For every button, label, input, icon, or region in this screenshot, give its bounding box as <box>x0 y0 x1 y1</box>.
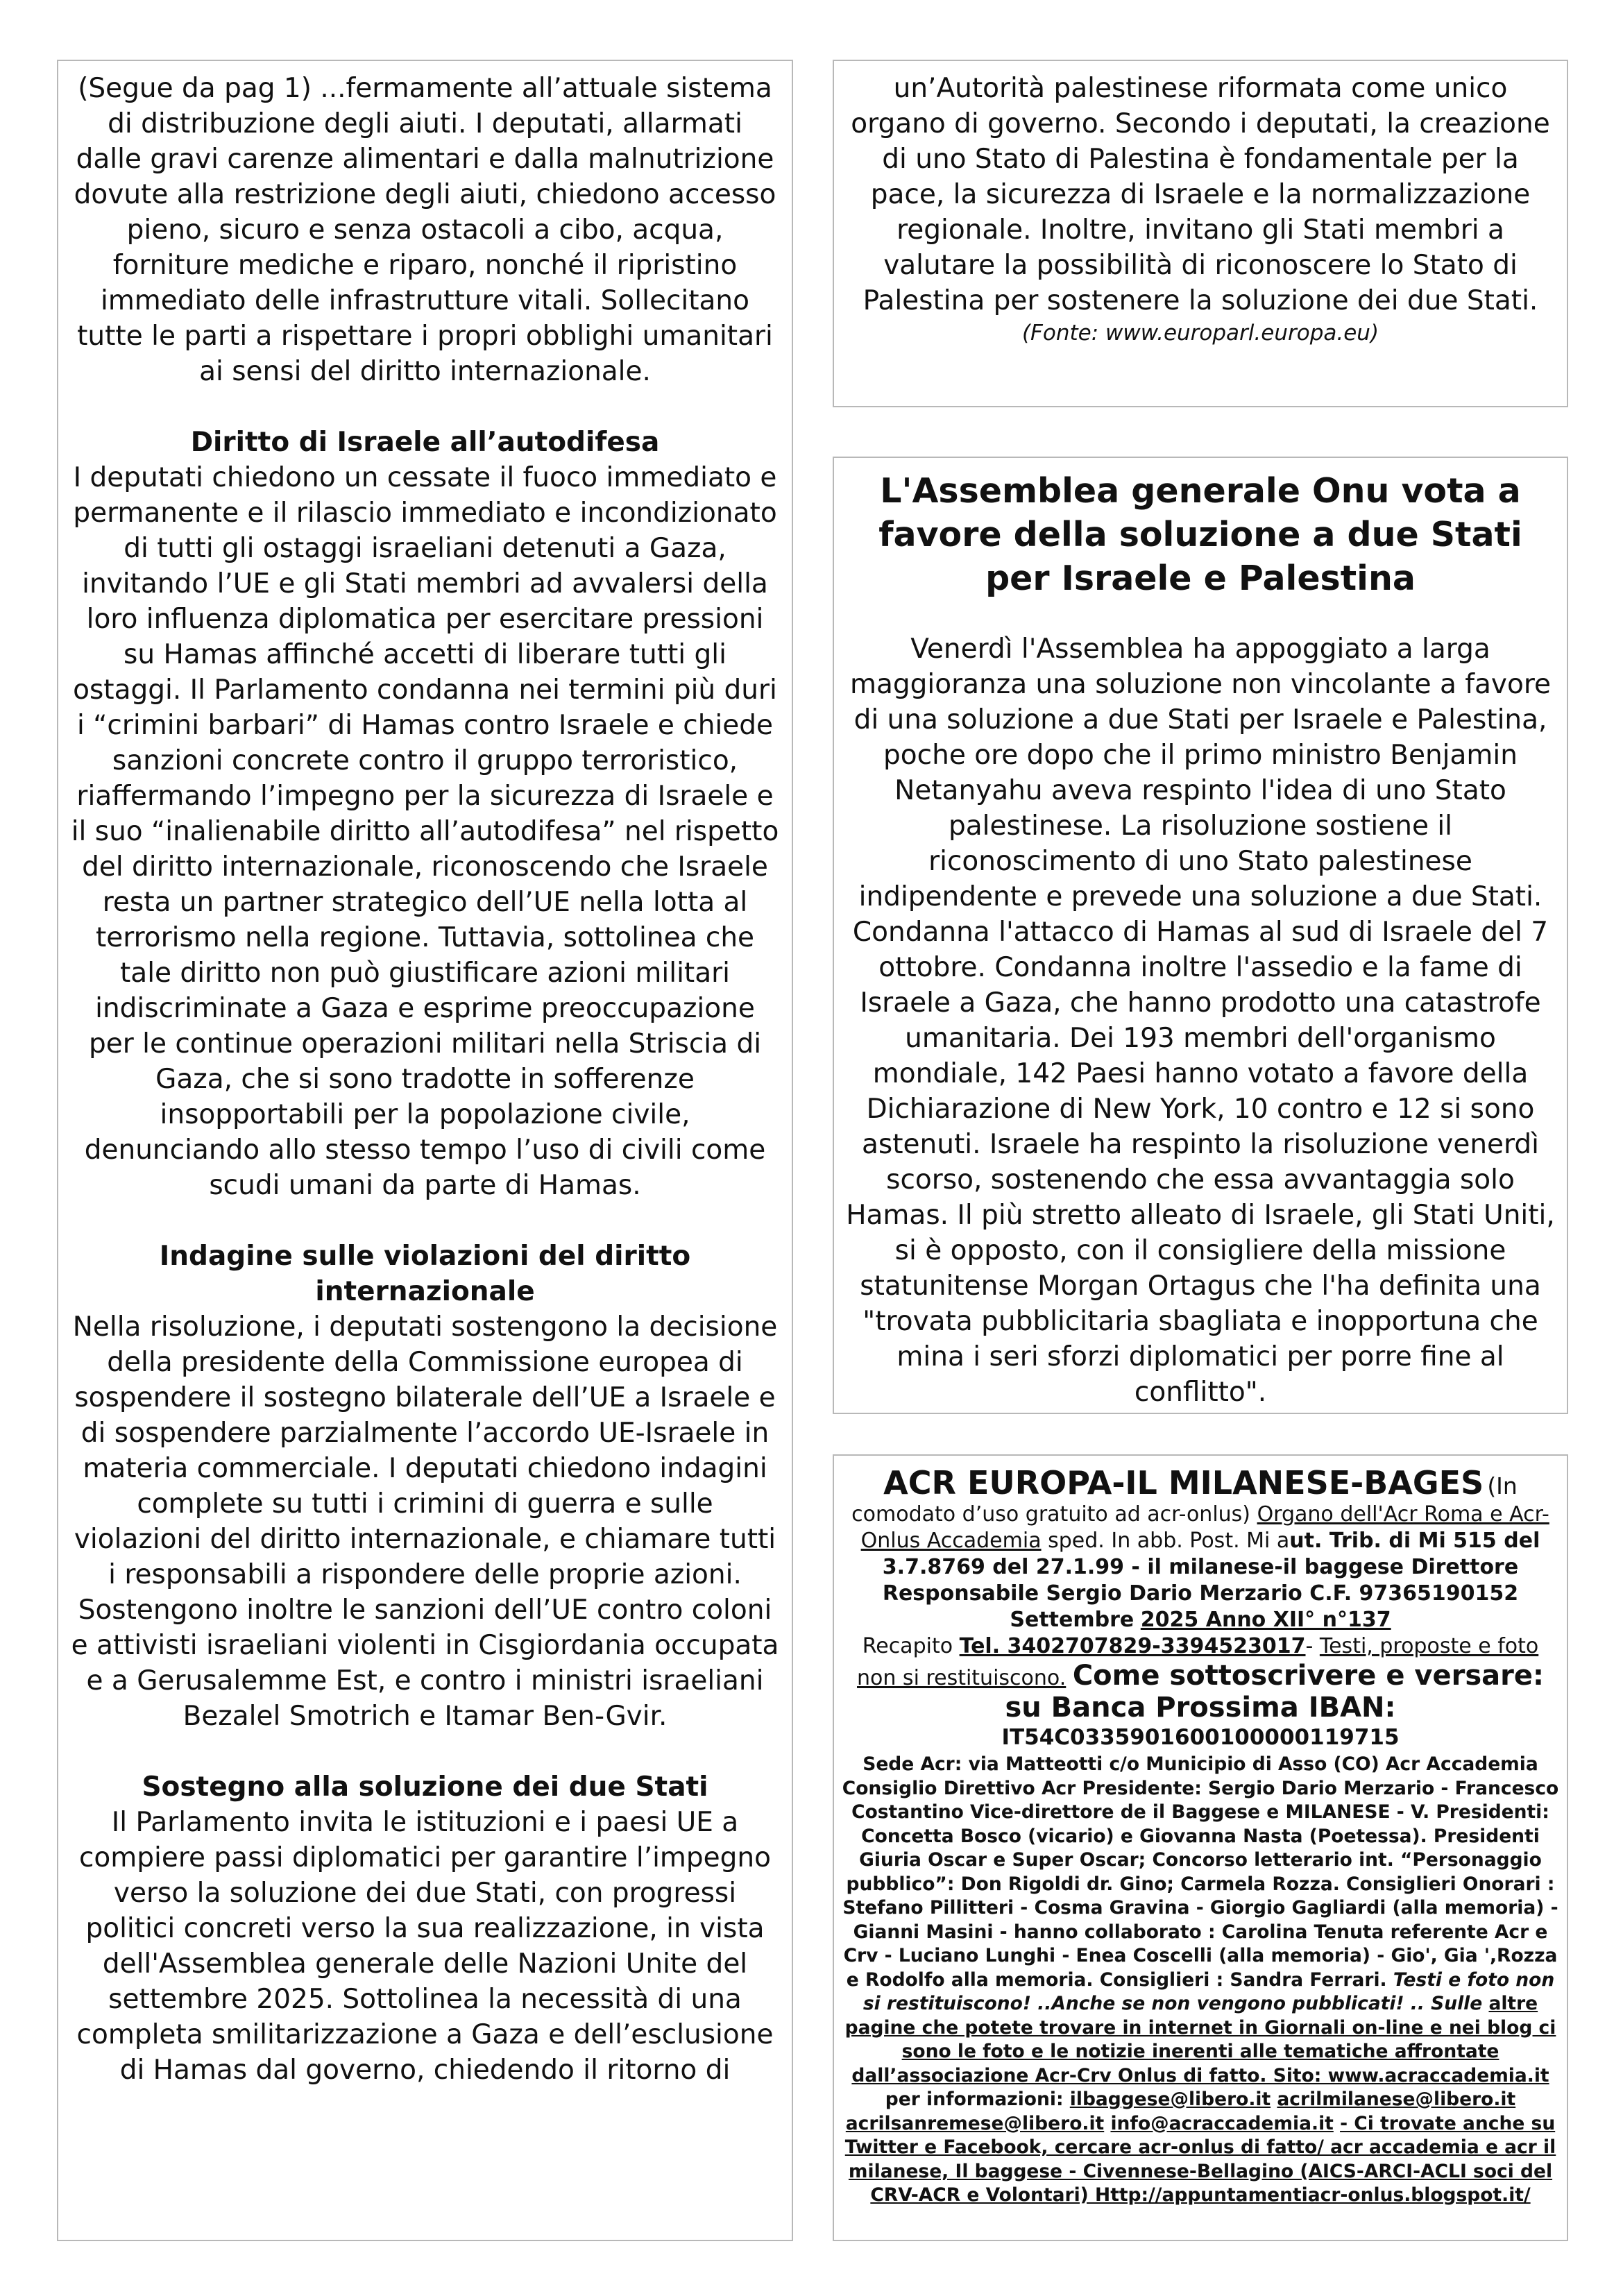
masthead-iban: IT54C0335901600100000119715 <box>1001 1725 1400 1750</box>
masthead-info-label: per informazioni: <box>885 2089 1064 2110</box>
spacer <box>71 1203 779 1239</box>
masthead-aut-trib: ut. Trib. di Mi 515 del 3.7.8769 del 27.1.99 - il milanese-il baggese Direttore Responsabile Sergio Dario Merzario C.F. 97365190152 Settembre <box>882 1529 1540 1632</box>
section-body-two-states: Il Parlamento invita le istituzioni e i paesi UE a compiere passi diplomatici per garantire l’impegno verso la soluzione dei due Stati, con progressi politici concreti verso la sua realizzazione, in vista dell'Assemblea generale delle Nazioni Unite del settembre 2025. Sottolinea la necessità di una completa smilitarizzazione a Gaza e dell’esclusione di Hamas dal governo, chiedendo il ritorno di <box>76 1807 774 2086</box>
continuation-box <box>833 60 1568 407</box>
masthead-subscribe-heading: Come sottoscrivere e versare: su Banca Prossima IBAN: <box>1005 1660 1544 1724</box>
onu-article-body: Venerdì l'Assemblea ha appoggiato a larga maggioranza una soluzione non vincolante a favore di una soluzione a due Stati per Israele e Palestina, poche ore dopo che il primo ministro Benjamin Netanyahu aveva respinto l'idea di uno Stato palestinese. La risoluzione sostiene il riconoscimento di uno Stato palestinese indipendente e prevede una soluzione a due Stati. Condanna l'attacco di Hamas al sud di Israele del 7 ottobre. Condanna inoltre l'assedio e la fame di Israele a Gaza, che hanno prodotto una catastrofe umanitaria. Dei 193 membri dell'organismo mondiale, 142 Paesi hanno votato a favore della Dichiarazione di New York, 10 contro e 12 si sono astenuti. Israele ha respinto la risoluzione venerdì scorso, sostenendo che essa avvantaggia solo Hamas. Il più stretto alleato di Israele, gli Stati Uniti, si è opposto, con il consigliere della missione statunitense Morgan Ortagus che l'ha definita una "trovata pubblicitaria sbagliata e inopportuna che mina i seri sforzi diplomatici per porre fine al conflitto". <box>846 633 1555 1408</box>
email-link-ilbaggese[interactable]: ilbaggese@libero.it <box>1069 2089 1271 2110</box>
masthead-board: Sede Acr: via Matteotti c/o Municipio di Asso (CO) Acr Accademia Consiglio Direttivo Acr Presidente: Sergio Dario Merzario - Francesco Costantino Vice-direttore de il Baggese e MILANESE - V. Presidenti: Concetta Bosco (vicario) e Giovanna Nasta (Poetessa). Presidenti Giuria Oscar e Super Oscar; Concorso letterario int. “Personaggio pubblico”: Don Rigoldi dr. Gino; Carmela Rozza. Consiglieri Onorari : Stefano Pillitteri - Cosma Gravina - Giorgio Gagliardi (alla memoria) - Gianni Masini - hanno collaborato : Carolina Tenuta referente Acr e Crv - Luciano Lunghi - Enea Coscelli (alla memoria) - Gio', Gia ',Rozza e Rodolfo alla memoria. Consiglieri : Sandra Ferrari. <box>842 1753 1559 1991</box>
left-column-article <box>57 60 793 2241</box>
section-title-investigation: Indagine sulle violazioni del diritto internazionale <box>159 1241 691 1307</box>
masthead-social-blog[interactable]: - Ci trovate anche su Twitter e Facebook, cercare acr-onlus di fatto/ acr accademia e acr il milanese, Il baggese - Civennese-Bellagino (AICS-ARCI-ACLI soci del CRV-ACR e Volontari) Http://appuntamentiacr-onlus.blogspot.it/ <box>844 2112 1556 2206</box>
masthead-site-link[interactable]: altre pagine che potete trovare in internet in Giornali on-line e nei blog ci sono le foto e le notizie inerenti alle tematiche affrontate dall’associazione Acr-Crv Onlus di fatto. Sito: www.acraccademia.it <box>844 1993 1556 2086</box>
section-body-investigation: Nella risoluzione, i deputati sostengono la decisione della presidente della Commissione europea di sospendere il sostegno bilaterale dell’UE a Israele e di sospendere parzialmente l’accordo UE-Israele in materia commerciale. I deputati chiedono indagini complete su tutti i crimini di guerra e sulle violazioni del diritto internazionale, e chiamare tutti i responsabili a rispondere delle proprie azioni. Sostengono inoltre le sanzioni dell’UE contro coloni e attivisti israeliani violenti in Cisgiordania occupata e a Gerusalemme Est, e contro i ministri israeliani Bezalel Smotrich e Itamar Ben-Gvir. <box>71 1311 779 1732</box>
masthead-recapito: Recapito Tel. 3402707829-3394523017- Testi, proposte e foto non si restituiscono. Come sottoscrivere e versare: su Banca Prossima IBAN: <box>857 1634 1544 1724</box>
masthead-anno: 2025 Anno XII° n°137 <box>1140 1608 1391 1632</box>
masthead-testi-note: Testi, proposte e foto non si restituiscono. <box>857 1634 1539 1690</box>
masthead-title: ACR EUROPA-IL MILANESE-BAGES <box>883 1464 1484 1502</box>
section-title-two-states: Sostegno alla soluzione dei due Stati <box>142 1771 708 1803</box>
article-intro: (Segue da pag 1) ...fermamente all’attuale sistema di distribuzione degli aiuti. I deputati, allarmati dalle gravi carenze alimentari e dalla malnutrizione dovute alla restrizione degli aiuti, chiedono accesso pieno, sicuro e senza ostacoli a cibo, acqua, forniture mediche e riparo, nonché il ripristino immediato delle infrastrutture vitali. Sollecitano tutte le parti a rispettare i propri obblighi umanitari ai sensi del diritto internazionale. <box>74 73 776 387</box>
email-link-acrilmilanese[interactable]: acrilmilanese@libero.it <box>1277 2089 1516 2110</box>
section-body-self-defense: I deputati chiedono un cessate il fuoco immediato e permanente e il rilascio immediato e incondizionato di tutti gli ostaggi israeliani detenuti a Gaza, invitando l’UE e gli Stati membri ad avvalersi della loro influenza diplomatica per esercitare pressioni su Hamas affinché accetti di liberare tutti gli ostaggi. Il Parlamento condanna nei termini più duri i “crimini barbari” di Hamas contro Israele e chiede sanzioni concrete contro il gruppo terroristico, riaffermando l’impegno per la sicurezza di Israele e il suo “inalienabile diritto all’autodifesa” nel rispetto del diritto internazionale, riconoscendo che Israele resta un partner strategico dell’UE nella lotta al terrorismo nella regione. Tuttavia, sottolinea che tale diritto non può giustificare azioni militari indiscriminate a Gaza e esprime preoccupazione per le continue operazioni militari nella Striscia di Gaza, che si sono tradotte in sofferenze insopportabili per la popolazione civile, denunciando allo stesso tempo l’uso di civili come scudi umani da parte di Hamas. <box>71 462 779 1201</box>
spacer <box>71 389 779 425</box>
masthead-association-details <box>841 1753 1560 2208</box>
masthead-organo-link[interactable]: Organo dell'Acr Roma e Acr-Onlus Accademia <box>860 1502 1549 1553</box>
onu-article-box <box>833 457 1568 1414</box>
masthead-title-note: (In <box>1487 1472 1518 1499</box>
masthead-recapito-label: Recapito <box>862 1634 953 1658</box>
spacer <box>71 1734 779 1769</box>
masthead-notice: Testi e foto non si restituiscono! ..Anche se non vengono pubblicati! .. Sulle <box>863 1968 1555 2014</box>
continuation-text: un’Autorità palestinese riformata come unico organo di governo. Secondo i deputati, la creazione di uno Stato di Palestina è fondamentale per la pace, la sicurezza di Israele e la normalizzazione regionale. Inoltre, invitano gli Stati membri a valutare la possibilità di riconoscere lo Stato di Palestina per sostenere la soluzione dei due Stati. <box>851 73 1550 316</box>
masthead-box <box>833 1454 1568 2241</box>
masthead-sped: sped. In abb. Post. Mi a <box>1048 1529 1290 1553</box>
section-title-self-defense: Diritto di Israele all’autodifesa <box>190 427 660 458</box>
email-link-info[interactable]: info@acraccademia.it <box>1110 2112 1334 2134</box>
masthead-header <box>841 1464 1560 1502</box>
source-citation: (Fonte: www.europarl.europa.eu) <box>1021 321 1379 346</box>
email-link-acrilsanremese[interactable]: acrilsanremese@libero.it <box>845 2112 1105 2134</box>
masthead-phone[interactable]: Tel. 3402707829-3394523017 <box>959 1634 1306 1658</box>
masthead-comodato: comodato d’uso gratuito ad acr-onlus) <box>851 1502 1251 1527</box>
masthead-publication-info <box>841 1502 1560 1633</box>
onu-article-title: L'Assemblea generale Onu vota a favore della soluzione a due Stati per Israele e Palestina <box>878 471 1522 598</box>
